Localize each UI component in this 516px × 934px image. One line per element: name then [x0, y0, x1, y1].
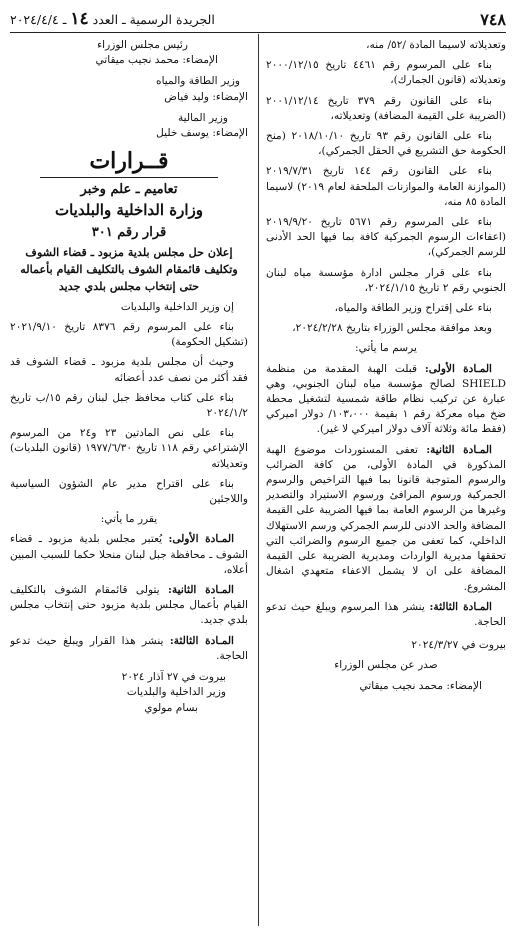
page-header	[10, 6, 506, 33]
signatory-title: وزير الطاقة والمياه	[156, 75, 240, 88]
article-label: المـادة الأولى:	[168, 533, 235, 546]
signature-line: الإمضاء: محمد نجيب ميقاتي	[359, 679, 482, 692]
article-paragraph	[10, 583, 248, 629]
article-text: ينشر هذا القرار ويبلغ حيث تدعو الحاجة.	[10, 634, 248, 662]
article-paragraph	[10, 532, 248, 578]
preamble-paragraph: بناء على القانون رقم ١٤٤ تاريخ ٢٠١٩/٧/٣١ (الموازنة العامة والموازنات الملحقة لعام ٢٠١٩) لاسيما المادة ٨٥ منه،	[266, 165, 506, 208]
signatory-sign: الإمضاء: وليد فياض	[164, 90, 248, 103]
place-date: بيروت في ٢٠٢٤/٣/٢٧	[411, 639, 506, 652]
article-text: يتولى قائمقام الشوف بالتكليف القيام بأعمال مجلس بلدية مزبود حتى إنتخاب مجلس بلدي جديد.	[10, 584, 248, 627]
article-label: المـادة الأولى:	[424, 362, 492, 375]
preamble-paragraph: بناء على اقتراح مدير عام الشؤون السياسية واللاجئين	[10, 477, 248, 506]
column-divider	[258, 34, 259, 926]
article-text: تعفى المستوردات موضوع الهبة المذكورة في المادة الأولى، من كافة الضرائب والرسوم المتوجبة قانونا بما فيها التراخيص والرسوم الجمركية ورسوم المرافئ ورسوم الاستيراد والتصدير وغيرها من الرسوم العامة بما فيها الضريبة على القيمة المضافة والحد الادنى للرسم الجمركي ورسم الاستهلاك الداخلي، كما تعفى من جميع الرسوم والضرائب التي تحققها مديرية الواردات ومديرية الضريبة على القيمة المضافة على ان لا يشمل الاعفاء متعهدي اشغال المشروع.	[266, 443, 506, 593]
preamble-head: إن وزير الداخلية والبلديات	[120, 300, 234, 313]
signatory-sign: الإمضاء: يوسف خليل	[156, 127, 248, 140]
decides-line: يقرر ما يأتي:	[100, 513, 158, 526]
issue-number: ١٤	[70, 9, 89, 29]
signatory-title: وزير المالية	[177, 111, 228, 124]
preamble-paragraph: وبعد موافقة مجلس الوزراء بتاريخ ٢٠٢٤/٢/٢٨،	[292, 322, 492, 335]
article-paragraph	[10, 634, 248, 664]
decree-intro: يرسم ما يأتي:	[355, 342, 417, 355]
signatory-title: رئيس مجلس الوزراء	[97, 39, 188, 51]
decision-number: قرار رقم ٣٠١	[91, 224, 167, 240]
article-text: قبلت الهبة المقدمة من منظمة SHIELD لصالح مؤسسة مياه لبنان الجنوبي، وهي عبارة عن تركيب نظام طاقة شمسية لتشغيل محطة ضخ مياه معركة رقم ١ بقيمة ١٠٣،٠٠٠/ دولار اميركي (فقط مائة وثلاثة آلاف دولار اميركي لا غير).	[266, 362, 506, 436]
left-column	[10, 38, 248, 926]
page-number: ٧٤٨	[480, 9, 506, 29]
article-paragraph	[266, 362, 506, 438]
article-paragraph	[266, 443, 506, 595]
preamble-paragraph: بناء على المرسوم رقم ٨٣٧٦ تاريخ ٢٠٢١/٩/١٠ (تشكيل الحكومة)	[10, 321, 248, 349]
article-label: المـادة الثانية:	[168, 584, 234, 597]
article-text: يُعتبر مجلس بلدية مزبود ـ قضاء الشوف ـ محافظة جبل لبنان منحلا حكما للسبب المبين أعلاه،	[10, 533, 248, 576]
preamble-paragraph: بناء على إقتراح وزير الطاقة والمياه،	[334, 302, 492, 315]
article-paragraph	[266, 600, 506, 630]
decision-title: إعلان حل مجلس بلدية مزبود ـ قضاء الشوف وتكليف قائمقام الشوف بالتكليف القيام بأعماله حتى إنتخاب مجلس بلدي جديد	[20, 244, 238, 293]
preamble-paragraph: وتعديلاته لاسيما المادة /٥٢/ منه،	[366, 39, 506, 51]
section-title: قــرارات	[89, 148, 169, 175]
gazette-name: الجريدة الرسمية ـ العدد	[92, 12, 215, 27]
preamble-paragraph: بناء على القانون رقم ٣٧٩ تاريخ ٢٠٠١/١٢/١٤ (الضريبة على القيمة المضافة) وتعديلاته،	[266, 94, 506, 122]
right-column	[266, 38, 506, 926]
closing-title: وزير الداخلية والبلديات	[126, 686, 226, 699]
article-label: المـادة الثالثة:	[429, 600, 492, 613]
article-text: ينشر هذا المرسوم ويبلغ حيث تدعو الحاجة.	[266, 600, 506, 628]
preamble-paragraph: بناء على قرار مجلس ادارة مؤسسة مياه لبنان الجنوبي رقم ٢ تاريخ ٢٠٢٤/١/١٥،	[266, 266, 506, 294]
signature-block	[10, 38, 248, 141]
preamble-paragraph: بناء على المرسوم رقم ٥٦٧١ تاريخ ٢٠١٩/٩/٢٠ (اعفاءات الرسوم الجمركية كافة بما فيها الحد الأدنى للرسم الجمركي)،	[266, 216, 506, 259]
preamble-paragraph: وحيث أن مجلس بلدية مزبود ـ قضاء الشوف قد فقد أكثر من نصف عدد أعضائه	[10, 356, 248, 384]
section-subtitle: تعاميم ـ علم وخبر	[80, 182, 178, 198]
closing-place-date: بيروت في ٢٧ آذار ٢٠٢٤	[121, 671, 226, 684]
closing-name: بسام مولوي	[144, 701, 198, 714]
signatory-sign: الإمضاء: محمد نجيب ميقاتي	[95, 54, 218, 67]
issued-by: صدر عن مجلس الوزراء	[334, 659, 438, 672]
title-rule	[40, 177, 218, 178]
ministry-name: وزارة الداخلية والبلديات	[54, 201, 203, 220]
article-label: المـادة الثانية:	[426, 443, 492, 456]
article-label: المـادة الثالثة:	[169, 634, 234, 647]
gazette-masthead	[10, 9, 215, 29]
issue-date: ـ ٢٠٢٤/٤/٤	[10, 12, 67, 27]
preamble-paragraph: بناء على كتاب محافظ جبل لبنان رقم ١٥/ب تاريخ ٢٠٢٤/١/٢	[10, 391, 248, 420]
preamble-paragraph: بناء على القانون رقم ٩٣ تاريخ ٢٠١٨/١٠/١٠ (منح الحكومة حق التشريع في الحقل الجمركي)،	[266, 130, 506, 158]
closing-block	[10, 670, 248, 716]
preamble-paragraph: بناء على نص المادتين ٢٣ و٢٤ من المرسوم الإشتراعي رقم ١١٨ تاريخ ١٩٧٧/٦/٣٠ (قانون البلديات) وتعديلاته	[10, 427, 248, 470]
preamble-paragraph: بناء على المرسوم رقم ٤٤٦١ تاريخ ٢٠٠٠/١٢/١٥ وتعديلاته (قانون الجمارك)،	[266, 59, 506, 87]
